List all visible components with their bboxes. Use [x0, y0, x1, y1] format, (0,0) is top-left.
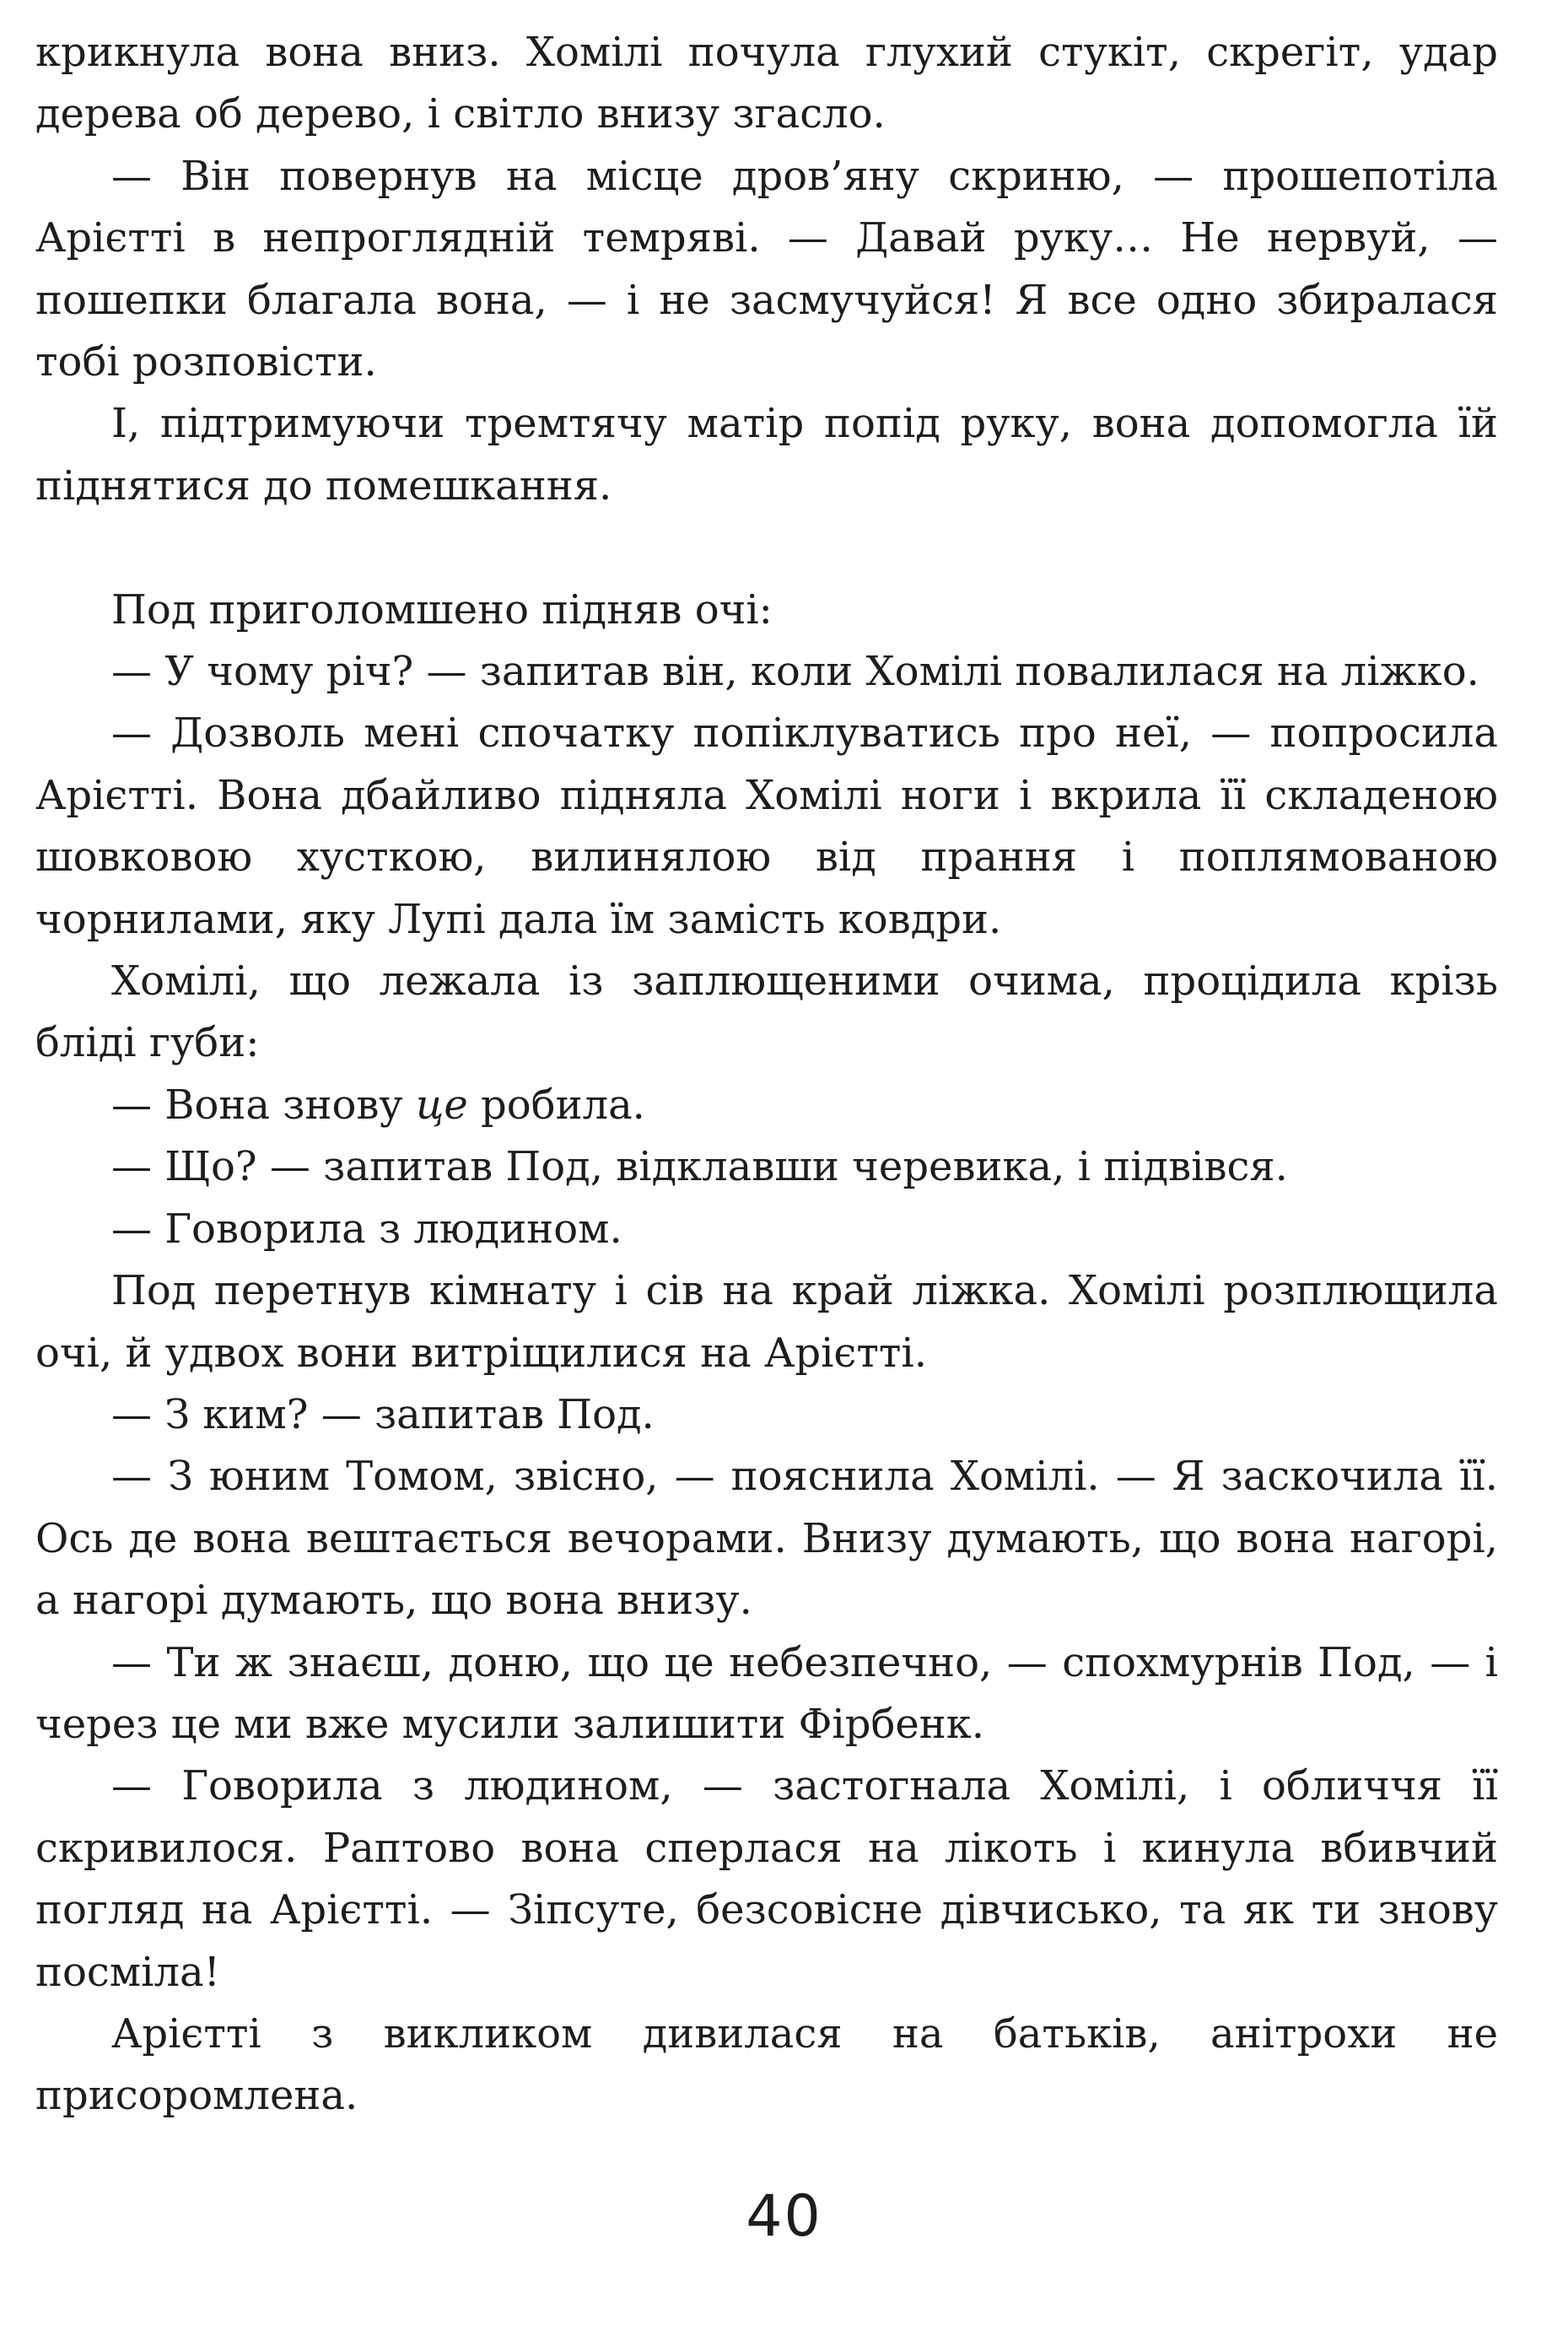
body-text: [35, 22, 1498, 2128]
page-number: 40: [746, 2183, 822, 2250]
paragraph-13: — З юним Томом, звісно, — пояснила Хомілі. — Я заскочила її. Ось де вона вештається вечорами. Внизу думають, що вона нагорі, а нагорі думають, що вона внизу.: [35, 1453, 1498, 1625]
paragraph-12: — З ким? — запитав Под.: [111, 1390, 655, 1438]
paragraph-2: — Він повернув на місце дров’яну скриню, — прошепотіла Арієтті в непроглядній темряві. — Давай руку… Не нервуй, — пошепки благала вона, — і не засмучуйся! Я все одно збиралася тобі розповісти.: [35, 152, 1498, 386]
paragraph-11: Под перетнув кімнату і сів на край ліжка. Хомілі розплющила очі, й удвох вони витріщилися на Арієтті.: [35, 1267, 1498, 1377]
paragraph-15: — Говорила з людином, — застогнала Хомілі, і обличчя її скривилося. Раптово вона сперлася на лікоть і кинула вбивчий погляд на Арієтті. — Зіпсуте, безсовісне дівчисько, та як ти знову посміла!: [35, 1762, 1498, 1996]
paragraph-1: крикнула вона вниз. Хомілі почула глухий стукіт, скрегіт, удар дерева об дерево, і світло внизу згасло.: [35, 29, 1498, 138]
paragraph-14: — Ти ж знаєш, доню, що це небезпечно, — спохмурнів Под, — і через це ми вже мусили залишити Фірбенк.: [35, 1638, 1498, 1748]
paragraph-5: — У чому річ? — запитав він, коли Хомілі повалилася на ліжко.: [111, 648, 1479, 696]
paragraph-10: — Говорила з людином.: [111, 1205, 622, 1253]
paragraph-8: [35, 1075, 1498, 1136]
paragraph-6: — Дозволь мені спочатку попіклуватись про неї, — попросила Арієтті. Вона дбайливо підняла Хомілі ноги і вкрила її складеною шовковою хусткою, вилинялою від прання і поплямованою чорнилами, яку Лупі дала їм замість ковдри.: [35, 709, 1498, 943]
paragraph-16: Арієтті з викликом дивилася на батьків, анітрохи не присоромлена.: [35, 2009, 1498, 2120]
paragraph-8-start: — Вона знову: [111, 1081, 416, 1129]
paragraph-4: Под приголомшено підняв очі:: [111, 585, 773, 634]
paragraph-8-end: робила.: [467, 1081, 645, 1129]
paragraph-7: Хомілі, що лежала із заплющеними очима, процідила крізь бліді губи:: [35, 957, 1498, 1067]
paragraph-9: — Що? — запитав Под, відклавши черевика, і підвівся.: [111, 1143, 1288, 1191]
paragraph-3: І, підтримуючи тремтячу матір попід руку, вона допомогла їй піднятися до помешкання.: [35, 400, 1498, 510]
emphasis-word: це: [415, 1081, 468, 1129]
